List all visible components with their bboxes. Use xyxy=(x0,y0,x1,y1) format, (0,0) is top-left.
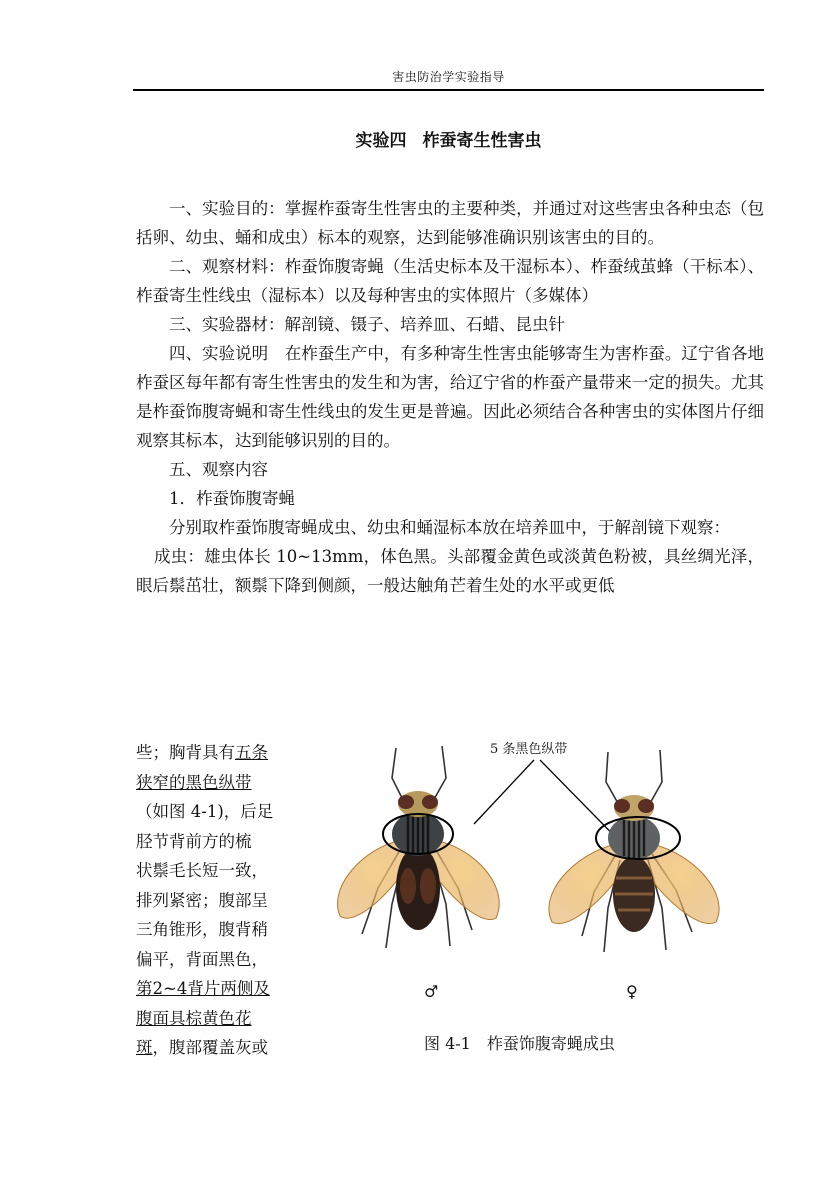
paragraph-materials xyxy=(136,252,764,310)
underlined-text: 第2~4背片两侧及 xyxy=(136,979,270,998)
female-symbol: ♀ xyxy=(626,982,638,1001)
text-line: 成虫：雄虫体长 10~13mm，体色黑。头部覆金黄色或淡黄色粉被，具丝 xyxy=(154,547,698,566)
text-line: 的目的。 xyxy=(598,228,664,247)
text-line: 辽宁省各地柞蚕区每年都有寄生性害虫的发生和为害，给辽宁省的柞蚕产量 xyxy=(136,344,765,392)
text-line: 观察： xyxy=(680,518,730,537)
paragraph-objective xyxy=(136,194,764,252)
title-experiment-number: 实验四 xyxy=(355,131,407,151)
female-fly-illustration xyxy=(549,750,719,952)
paragraph-observation-heading xyxy=(136,455,764,484)
male-fly-illustration xyxy=(338,746,500,948)
figure-caption: 图 4-1 柞蚕饰腹寄蝇成虫 xyxy=(424,1034,615,1053)
paragraph-subheading xyxy=(136,484,764,513)
text-line: （如图 4-1)，后足 xyxy=(136,802,274,821)
text-line: （干标本）、柞蚕寄生性线虫（湿标本）以及每种害虫的实体照片（多媒体） xyxy=(136,257,765,305)
underlined-text: 狭窄的黑色纵带 xyxy=(136,772,252,792)
underlined-text: 五条 xyxy=(235,743,268,762)
text-line: 分别取柞蚕饰腹寄蝇成虫、幼虫和蛹湿标本放在培养皿中，于解剖镜下 xyxy=(169,518,681,537)
header-rule xyxy=(133,89,764,91)
text-line: ，腹部覆盖灰或 xyxy=(152,1038,268,1057)
text-line: 三角锥形，腹背稍 xyxy=(136,920,268,939)
text-line: 四、实验说明 在柞蚕生产中，有多种寄生性害虫能够寄生为害柞蚕。 xyxy=(169,344,682,363)
text-line: 种虫态（包括卵、幼虫、蛹和成虫）标本的观察，达到能够准确识别该害虫 xyxy=(136,199,765,247)
paragraph-procedure xyxy=(136,513,764,542)
text-line: 些；胸背具有 xyxy=(136,743,235,762)
text-line: 胫节背前方的梳 xyxy=(136,831,252,851)
paragraph-adult xyxy=(136,542,764,600)
text-line: 排列紧密；腹部呈 xyxy=(136,890,268,910)
figure-4-1 xyxy=(300,738,764,1058)
underlined-text: 腹面具棕黄色花 xyxy=(136,1008,252,1028)
text-line: 一、实验目的：掌握柞蚕寄生性害虫的主要种类，并通过对这些害虫各 xyxy=(169,199,682,218)
text-line: 二、观察材料：柞蚕饰腹寄蝇（生活史标本及干湿标本）、柞蚕绒茧蜂 xyxy=(169,257,674,276)
page-title xyxy=(133,126,764,151)
fly-illustrations xyxy=(300,738,764,978)
text-line: 绸光泽，眼后鬃茁壮，额鬃下降到侧颜，一般达触角芒着生处的水平或更低 xyxy=(136,547,764,595)
underlined-text: 斑 xyxy=(136,1038,153,1057)
text-line: 1．柞蚕饰腹寄蝇 xyxy=(169,489,295,508)
text-line: 带来一定的损失。尤其是柞蚕饰腹寄蝇和寄生性线虫的发生更是普遍。因此 xyxy=(136,373,765,421)
text-line: 三、实验器材：解剖镜、镊子、培养皿、石蜡、昆虫针 xyxy=(169,315,565,334)
wrapped-text-column xyxy=(136,738,298,1063)
text-line: 五、观察内容 xyxy=(169,460,268,479)
figure-annotation-label: 5 条黑色纵带 xyxy=(490,742,568,757)
paragraph-equipment xyxy=(136,310,764,339)
annotation-leader-line xyxy=(474,760,534,824)
text-line: 偏平，背面黑色， xyxy=(136,949,268,969)
male-symbol: ♂ xyxy=(424,982,439,1001)
text-line: 必须结合各种害虫的实体图片仔细观察其标本，达到能够识别的目的。 xyxy=(136,402,765,450)
paragraph-description xyxy=(136,339,764,455)
title-experiment-name: 柞蚕寄生性害虫 xyxy=(422,131,542,151)
running-header: 害虫防治学实验指导 xyxy=(392,70,505,84)
main-text xyxy=(136,194,764,600)
text-line: 状鬃毛长短一致， xyxy=(136,861,268,880)
